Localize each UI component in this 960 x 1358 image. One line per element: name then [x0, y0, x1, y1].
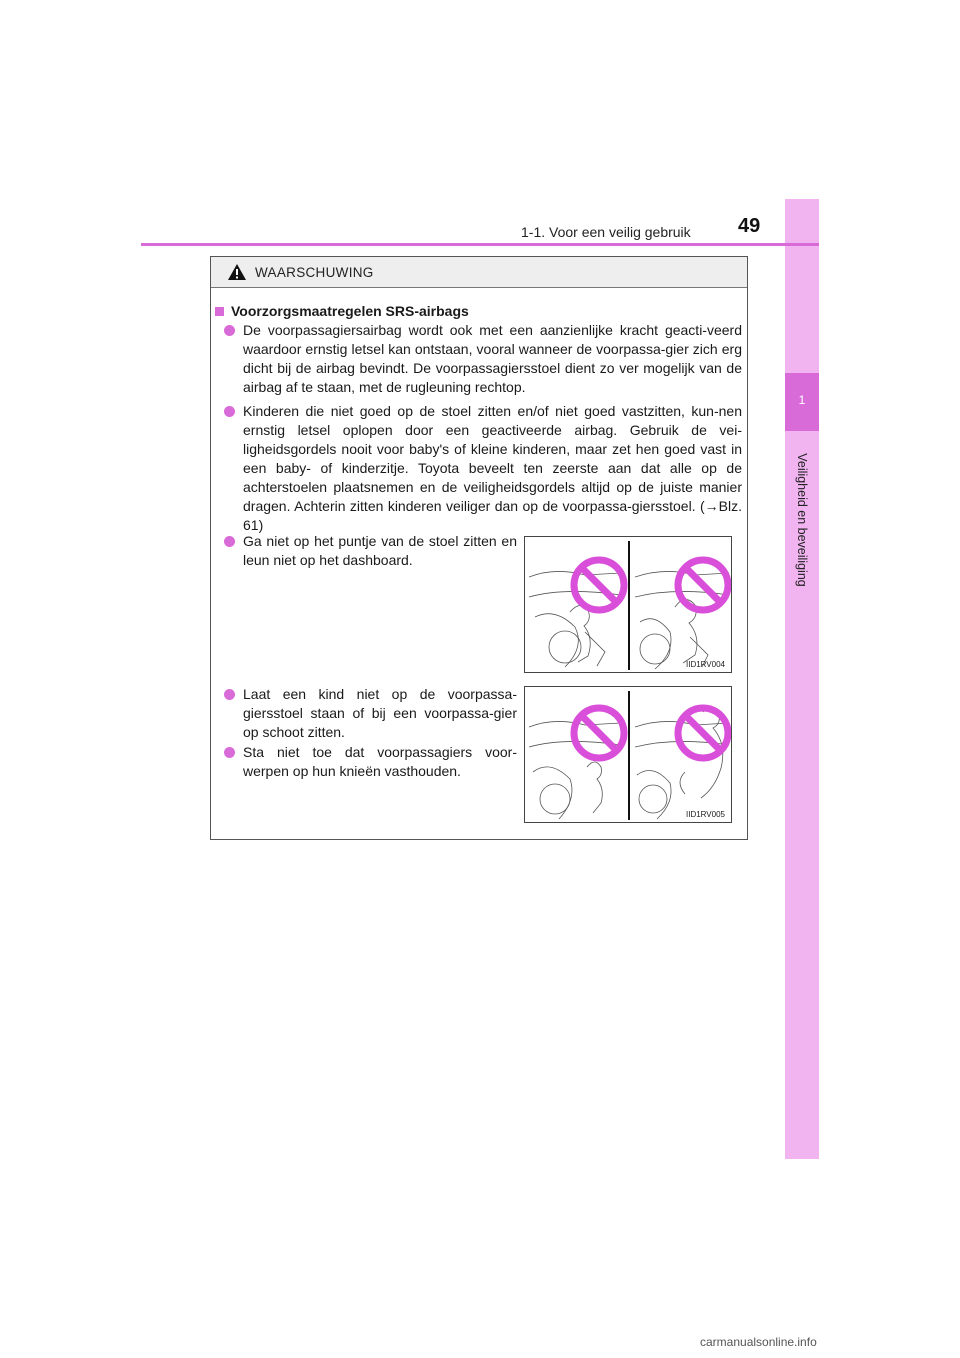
- bullet-dot-icon: [224, 689, 235, 700]
- warning-subheading: [215, 303, 469, 319]
- warning-header: [211, 257, 747, 288]
- subheading-text: Voorzorgsmaatregelen SRS-airbags: [231, 303, 469, 319]
- page-number: 49: [738, 215, 761, 237]
- bullet-text: Ga niet op het puntje van de stoel zitten en leun niet op het dashboard.: [243, 533, 517, 568]
- bullet-text: Kinderen die niet goed op de stoel zitten en/of niet goed vastzitten, kun-nen ernstig letsel oplopen door een geactiveerde airbag. Gebruik de vei-ligheidsgordels nooit voor baby's of kleine kinderen, maar zet hen goed vast in een baby- of kinderzitje. Toyota beveelt ten zeerste aan dat alle op de achterstoelen plaatsnemen en de veiligheidsgordels altijd op de juiste manier dragen. Achterin zitten kinderen veiliger dan op de voorpassa-giersstoel. (→Blz. 61): [243, 403, 742, 533]
- bullet-dot-icon: [224, 325, 235, 336]
- illustration-leaning-on-dashboard: [524, 536, 732, 673]
- prohibition-icon: [678, 708, 728, 758]
- section-title: 1-1. Voor een veilig gebruik: [521, 224, 691, 240]
- chapter-number: 1: [798, 393, 806, 407]
- square-bullet-icon: [215, 307, 224, 316]
- prohibition-icon: [574, 708, 624, 758]
- bullet-dot-icon: [224, 536, 235, 547]
- chapter-title: Veiligheid en beveiliging: [795, 453, 809, 587]
- chapter-side-tab: [785, 199, 819, 1159]
- bullet-item: [243, 685, 517, 742]
- bullet-text: De voorpassagiersairbag wordt ook met een aanzienlijke kracht geacti-veerd waardoor ernstig letsel kan ontstaan, vooral wanneer de voorpassa-gier zich erg dicht bij de airbag bevindt. De voorpassagiersstoel dient zo ver mogelijk van de airbag af te staan, met de rugleuning rechtop.: [243, 322, 742, 395]
- illustration-drawing: [525, 537, 732, 673]
- illustration-drawing: [525, 687, 732, 823]
- bullet-text: Laat een kind niet op de voorpassa-giersstoel staan of bij een voorpassa-gier op schoot zitten.: [243, 686, 517, 740]
- illustration-child-on-seat: [524, 686, 732, 823]
- warning-triangle-icon: [227, 263, 247, 281]
- figure-code: IID1RV004: [686, 660, 725, 669]
- prohibition-icon: [574, 560, 624, 610]
- watermark: carmanualsonline.info: [700, 1335, 817, 1349]
- bullet-dot-icon: [224, 747, 235, 758]
- bullet-item: [243, 321, 742, 397]
- warning-title: WAARSCHUWING: [255, 264, 374, 280]
- prohibition-icon: [678, 560, 728, 610]
- figure-code: IID1RV005: [686, 810, 725, 819]
- bullet-text: Sta niet toe dat voorpassagiers voor-werpen op hun knieën vasthouden.: [243, 744, 517, 779]
- bullet-item: [243, 743, 517, 781]
- header-rule: [141, 243, 819, 246]
- bullet-dot-icon: [224, 406, 235, 417]
- bullet-item: [243, 532, 517, 570]
- bullet-item: [243, 402, 742, 535]
